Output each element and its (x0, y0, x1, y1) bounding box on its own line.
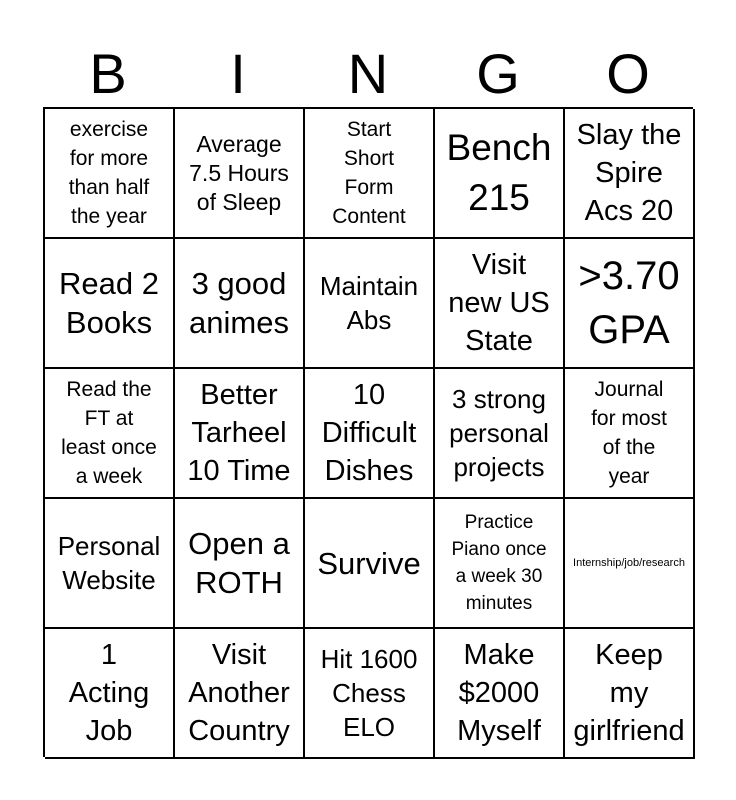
bingo-cell (45, 239, 175, 369)
cell-text: Personal Website (57, 531, 161, 595)
cell-text: Open a ROTH (188, 526, 290, 600)
bingo-cell (45, 369, 175, 499)
bingo-cell (175, 109, 305, 239)
cell-text: Read the FT at least once a week (61, 378, 157, 488)
cell-text: Average 7.5 Hours of Sleep (189, 130, 289, 215)
bingo-card-grid (43, 107, 693, 757)
cell-text: >3.70 GPA (578, 254, 680, 352)
cell-text: 1 Acting Job (68, 639, 150, 747)
bingo-cell (565, 109, 695, 239)
cell-text: Keep my girlfriend (573, 639, 685, 747)
bingo-cell (305, 629, 435, 759)
cell-text: Start Short Form Content (332, 118, 406, 228)
bingo-cell (305, 499, 435, 629)
bingo-cell (435, 109, 565, 239)
header-letter-n: N (347, 42, 389, 105)
cell-text: 3 good animes (189, 266, 289, 340)
bingo-cell (565, 499, 695, 629)
header-letter-o: O (606, 42, 650, 105)
bingo-cell (175, 499, 305, 629)
cell-text: Internship/job/research (573, 556, 685, 569)
cell-text: Survive (317, 545, 421, 581)
cell-text: Make $2000 Myself (457, 639, 541, 747)
cell-text: Maintain Abs (319, 271, 419, 335)
bingo-cell (435, 499, 565, 629)
cell-text: Visit Another Country (188, 639, 290, 747)
cell-text: Journal for most of the year (591, 378, 667, 488)
cell-text: Better Tarheel 10 Time (187, 379, 291, 487)
bingo-cell (565, 239, 695, 369)
cell-text: 3 strong personal projects (449, 384, 549, 482)
cell-text: Read 2 Books (59, 266, 159, 340)
bingo-cell (435, 239, 565, 369)
header-letter-i: I (230, 42, 246, 105)
bingo-cell (175, 629, 305, 759)
bingo-cell (305, 109, 435, 239)
cell-text: Visit new US State (448, 249, 550, 357)
cell-text: Practice Piano once a week 30 minutes (451, 512, 547, 614)
cell-text: Bench 215 (446, 127, 552, 218)
cell-text: Hit 1600 Chess ELO (320, 644, 418, 742)
bingo-header (43, 44, 693, 104)
bingo-cell (45, 629, 175, 759)
bingo-cell (175, 239, 305, 369)
bingo-cell (565, 369, 695, 499)
cell-text: Slay the Spire Acs 20 (576, 119, 682, 227)
cell-text: 10 Difficult Dishes (321, 379, 417, 487)
bingo-cell (305, 239, 435, 369)
bingo-cell (45, 499, 175, 629)
bingo-cell (305, 369, 435, 499)
header-letter-g: G (476, 42, 520, 105)
bingo-cell (45, 109, 175, 239)
header-letter-b: B (89, 42, 127, 105)
cell-text: exercise for more than half the year (68, 118, 150, 228)
bingo-cell (175, 369, 305, 499)
bingo-cell (435, 629, 565, 759)
bingo-cell (565, 629, 695, 759)
bingo-cell (435, 369, 565, 499)
